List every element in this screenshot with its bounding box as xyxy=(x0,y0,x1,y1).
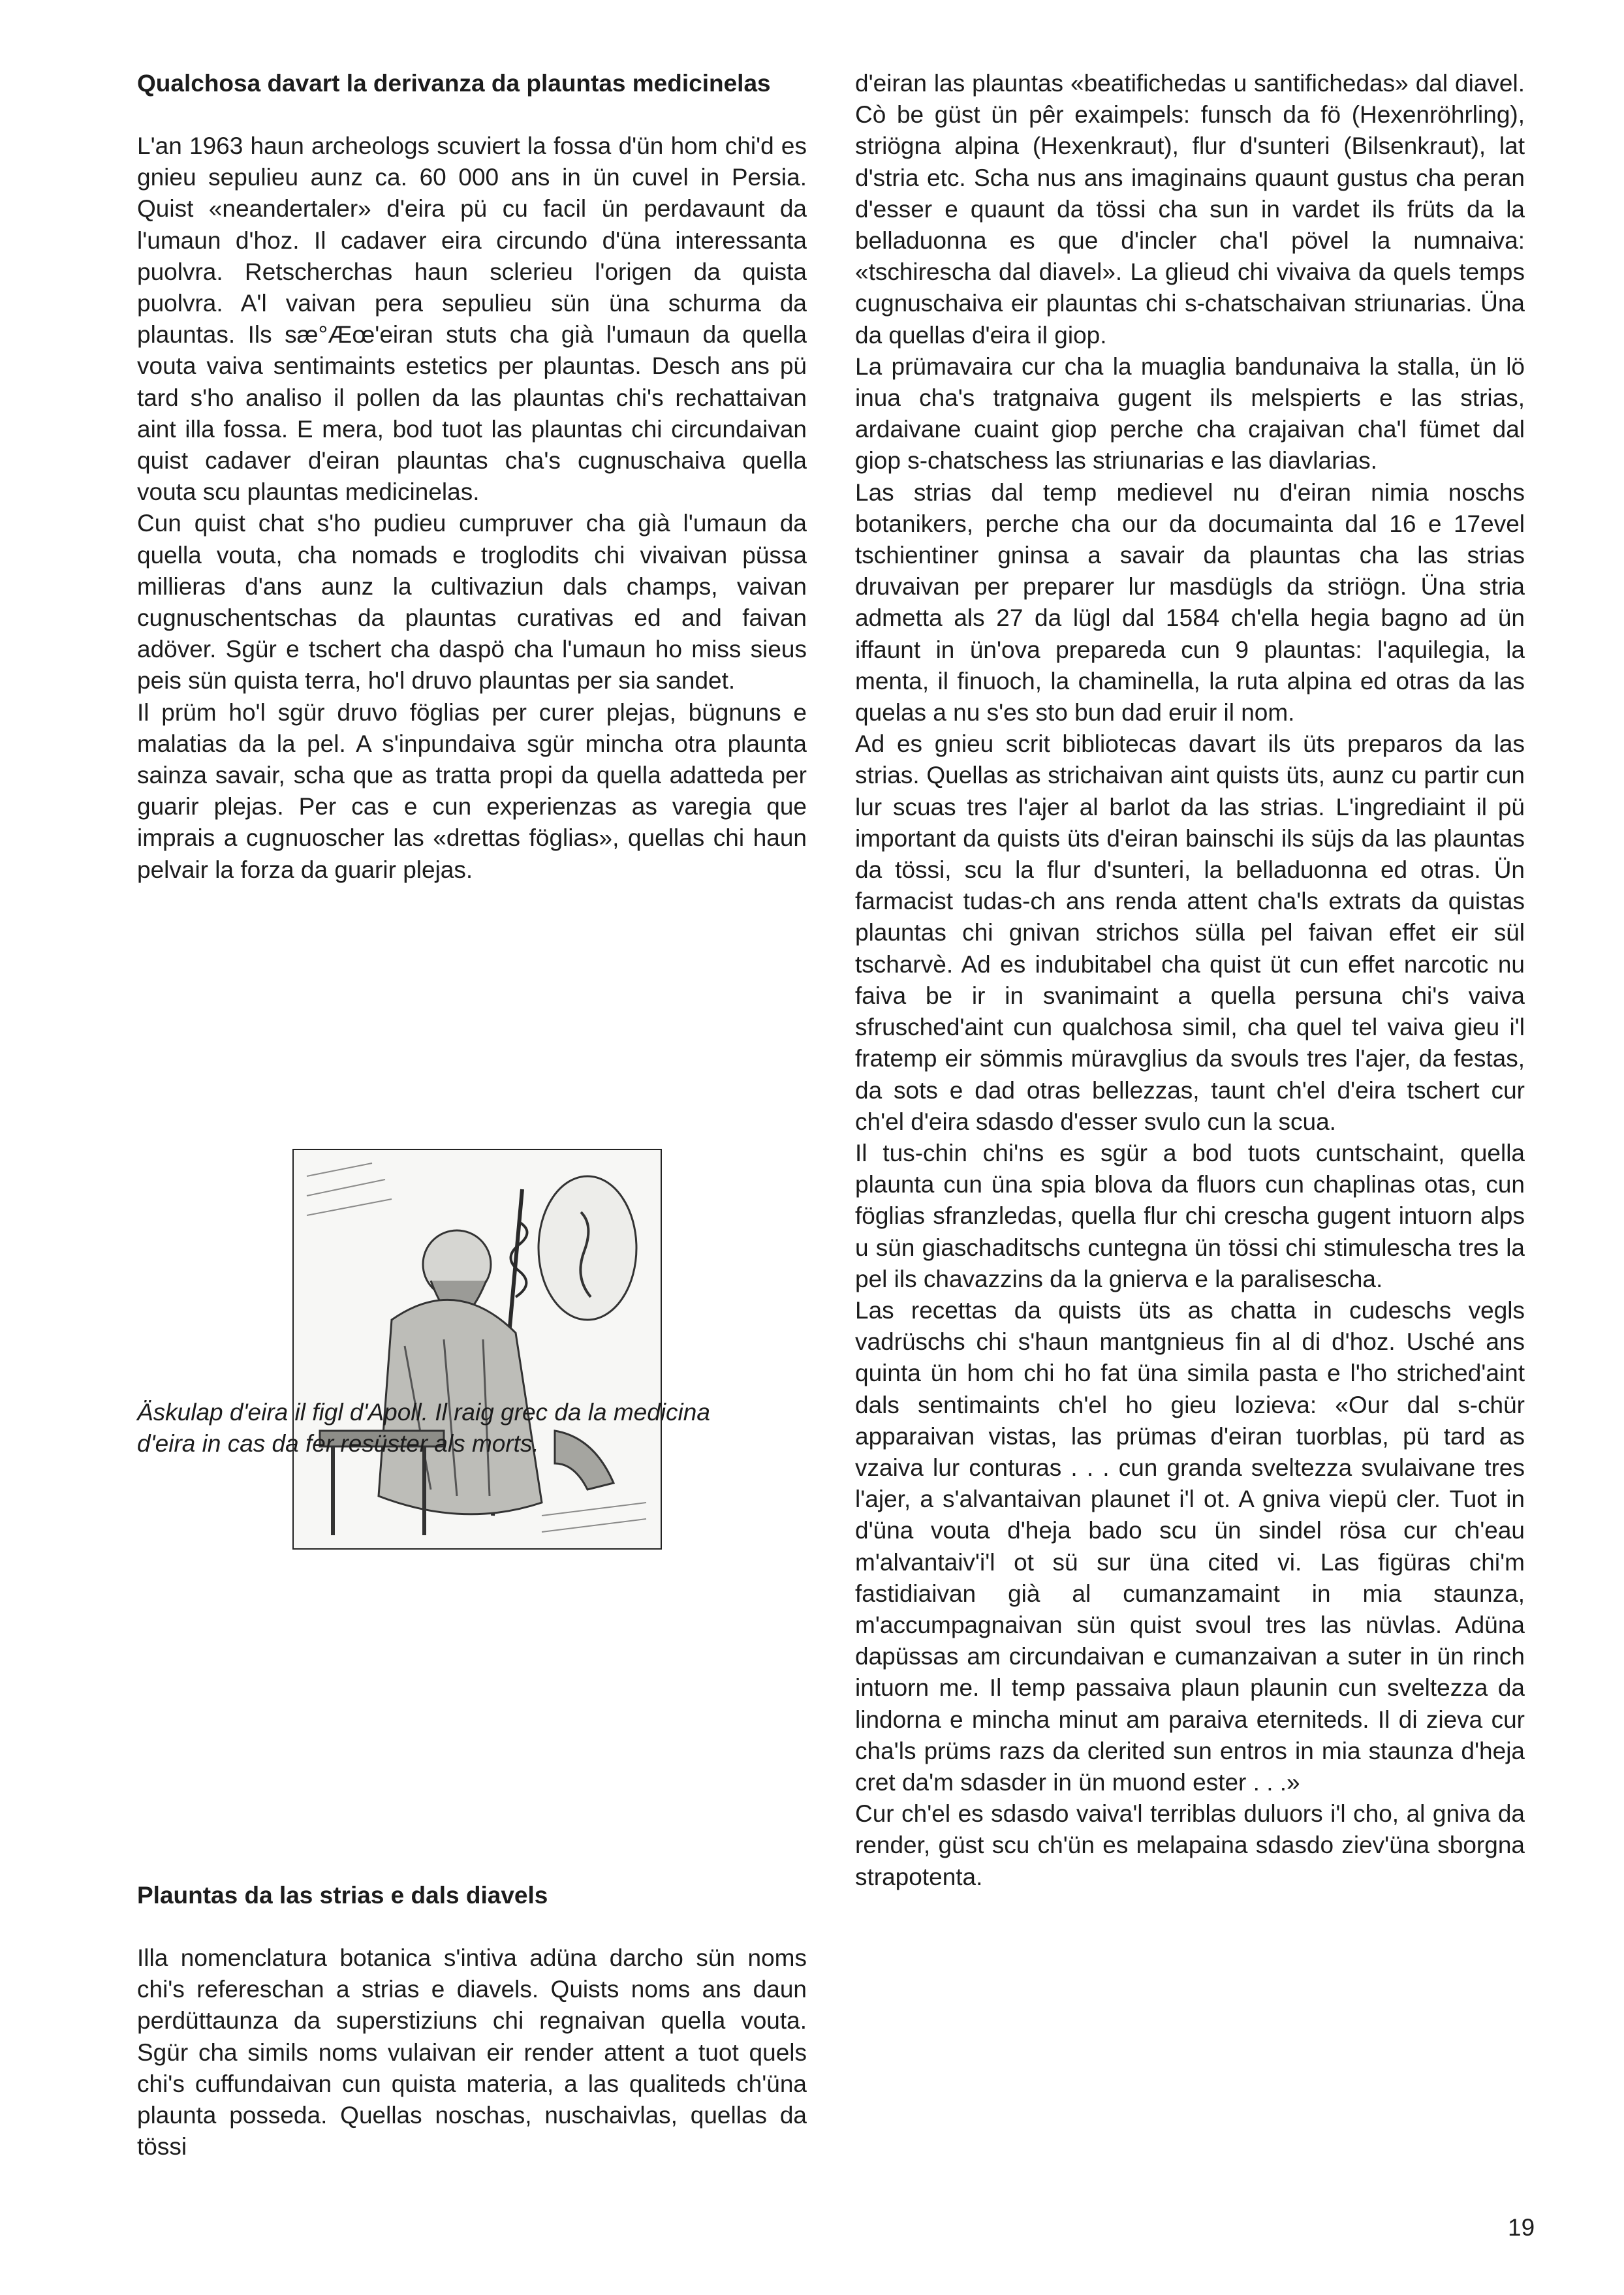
woodcut-drawing xyxy=(294,1150,661,1548)
paragraph: La prümavaira cur cha la muaglia bandunaiva la stalla, ün lö inua cha's tratgnaiva gugent ils melspierts e las strias, ardaivane cuaint giop perche cha crajaivan cha'l fümet dal giop s-chatschess las striunarias e las diavlarias. xyxy=(855,352,1525,475)
paragraph: Ad es gnieu scrit bibliotecas davart ils üts preparos da las strias. Quellas as strichaivan aint quists üts, aunz cu partir cun lur scuas tres l'ajer al barlot da las strias. L'ingrediaint il pü important da quists üts d'eiran bainschi ils süjs da las plauntas da tössi, scu la flur d'sunteri, la belladuonna ed otras. Ün farmacist tudas-ch ans renda attent cha'ls extrats da quistas plauntas chi gnivan strichos sülla pel faivan effet eir sül tscharvè. Ad es indubitabel cha quist üt cun effet narcotic nu faiva be ir in svanimaint a quella persuna chi's vaiva sfrusched'aint cun qualchosa simil, cha quel tel vaiva gieu i'l fratemp eir sömmis müravglius da svouls tres l'ajer, da festas, da sots e dad otras bellezzas, taunt ch'el d'eira tschert cur ch'el d'eira sdasdo d'esser svulo cun la scua. xyxy=(855,730,1525,1135)
left-column xyxy=(137,68,807,886)
paragraph: Illa nomenclatura botanica s'intiva adüna darcho sün noms chi's refereschan a strias e diavels. Quists noms ans daun perdüttaunza da superstiziuns chi regnaivan quella vouta. Sgür cha simils noms vulaivan eir render attent a tuot quels chi's cuffundaivan cun quista materia, a las qualiteds ch'üna plaunta posseda. Quellas noschas, nuschaivlas, quellas da tössi xyxy=(137,1944,807,2161)
paragraph: Las recettas da quists üts as chatta in cudeschs vegls vadrüschs chi s'haun mantgnieus fin al di d'hoz. Usché ans quinta ün hom chi ho fat üna simila pasta e l'ho striched'aint dals sentimaints ch'el ho gieu lozieva: «Our dal s-chür apparaivan vistas, las prümas d'eiran tuorblas, pü tard as vzaiva lur conturas . . . cun granda sveltezza svulaivane tres l'ajer, a s'alvantaivan plaunet i'l ot. A gniva viepü cler. Tuot in d'üna vouta d'heja bado scu ün sindel rösa cur ch'eau m'alvantaiv'i'l ot sü sur üna cited vi. Las figüras chi'm fastidiaivan già al cumanzamaint in mia staunza, m'accumpagnaivan sün quist svoul tres las nüvlas. Adüna dapüssas am circundaivan e cumanzaivan a suter in ün rinch intuorn me. Il temp passaiva plaun plaunin cun sveltezza da lindorna e mincha minut am paraiva eterniteds. Il di zieva cur cha'ls prüms razs da clerited sun entros in mia staunza d'heja cret da'm sdasder in ün muond ester . . .» xyxy=(855,1296,1525,1796)
page-number: 19 xyxy=(1508,2214,1535,2241)
section-title: Qualchosa davart la derivanza da plauntas medicinelas xyxy=(137,70,771,97)
paragraph: Il prüm ho'l sgür druvo föglias per curer plejas, bügnuns e malatias da la pel. A s'inpundaiva sgür mincha otra plaunta sainza savair, scha que as tratta propi da quella adatteda per guarir plejas. Per cas e cun experienzas as varegia que imprais a cugnuoscher las «drettas föglias», quellas chi haun pelvair la forza da guarir plejas. xyxy=(137,698,807,883)
paragraph: L'an 1963 haun archeologs scuviert la fossa d'ün hom chi'd es gnieu sepulieu aunz ca. 60 000 ans in ün cuvel in Persia. Quist «neandertaler» d'eira pü cu facil ün perdavaunt da l'umaun d'hoz. Il cadaver eira circundo d'üna interessanta puolvra. Retscherchas haun sclerieu l'origen da quista puolvra. A'l vaivan pera sepulieu sün üna schurma da plauntas. Ils sæ°Æœ'eiran stuts cha già l'umaun da quella vouta vaiva sentimaints estetics per plauntas. Desch ans pü tard s'ho analiso il pollen da las plauntas chi's rechattaivan aint illa fossa. E mera, bod tuot las plauntas chi circundaivan quist cadaver d'eiran plauntas cha's cugnuschaiva quella vouta scu plauntas medicinelas. xyxy=(137,133,807,506)
paragraph: Il tus-chin chi'ns es sgür a bod tuots cuntschaint, quella plaunta cun üna spia blova da fluors cun chaplinas otas, cun föglias sfranzledas, quella flur chi crescha gugent intuorn alps u sün giaschaditschs cuntegna ün tössi chi stimulescha tres la pel ils chavazzins da la gnierva e la paralisescha. xyxy=(855,1139,1525,1292)
section-title: Plauntas da las strias e dals diavels xyxy=(137,1882,548,1909)
aesculapius-woodcut-illustration xyxy=(292,1149,662,1550)
paragraph: Cur ch'el es sdasdo vaiva'l terriblas duluors i'l cho, al gniva da render, güst scu ch'ün es melapaina sdasdo ziev'üna sborgna strapotenta. xyxy=(855,1800,1525,1890)
right-column xyxy=(855,68,1525,1893)
paragraph: Las strias dal temp medievel nu d'eiran nimia noschs botanikers, perche cha our da documainta dal 16 e 17evel tschientiner gninsa a savair da plauntas cha las strias druvaivan per preparer lur masdügls da striögn. Üna stria admetta als 27 da lügl dal 1584 ch'ella hegia bagno ad ün iffaunt in ün'ova prepareda cun 9 plauntas: l'aquilegia, la menta, il finuoch, la chaminella, la ruta alpina ed otras da las quelas a nu s'es sto bun dad eruir il nom. xyxy=(855,478,1525,726)
figure-caption: Äskulap d'eira il figl d'Apoll. Il raig grec da la medicina d'eira in cas da fer resüster als morts. xyxy=(137,1399,710,1457)
paragraph: d'eiran las plauntas «beatifichedas u santifichedas» dal diavel. Cò be güst ün pêr exaimpels: funsch da fö (Hexenröhrling), striögna alpina (Hexenkraut), flur d'sunteri (Bilsenkraut), lat d'stria etc. Scha nus ans imaginains quaunt gustus cha peran d'esser e quaunt da tössi cha sun in vardet ils früts da la belladuonna es que d'incler cha'l pövel la numnaiva: «tschirescha dal diavel». La glieud chi vivaiva da quels temps cugnuschaiva eir plauntas chi s-chatschaivan striunarias. Üna da quellas d'eira il giop. xyxy=(855,70,1525,349)
section-2 xyxy=(137,1880,807,2162)
paragraph: Cun quist chat s'ho pudieu cumpruver cha già l'umaun da quella vouta, cha nomads e troglodits chi vivaivan püssa millieras d'ans aunz la cultivaziun dals champs, vaivan cugnuschentschas da plauntas curativas ed and faivan adöver. Sgür e tschert cha daspö cha l'umaun ho miss sieus peis sün quista terra, ho'l druvo plauntas per sia sandet. xyxy=(137,510,807,695)
